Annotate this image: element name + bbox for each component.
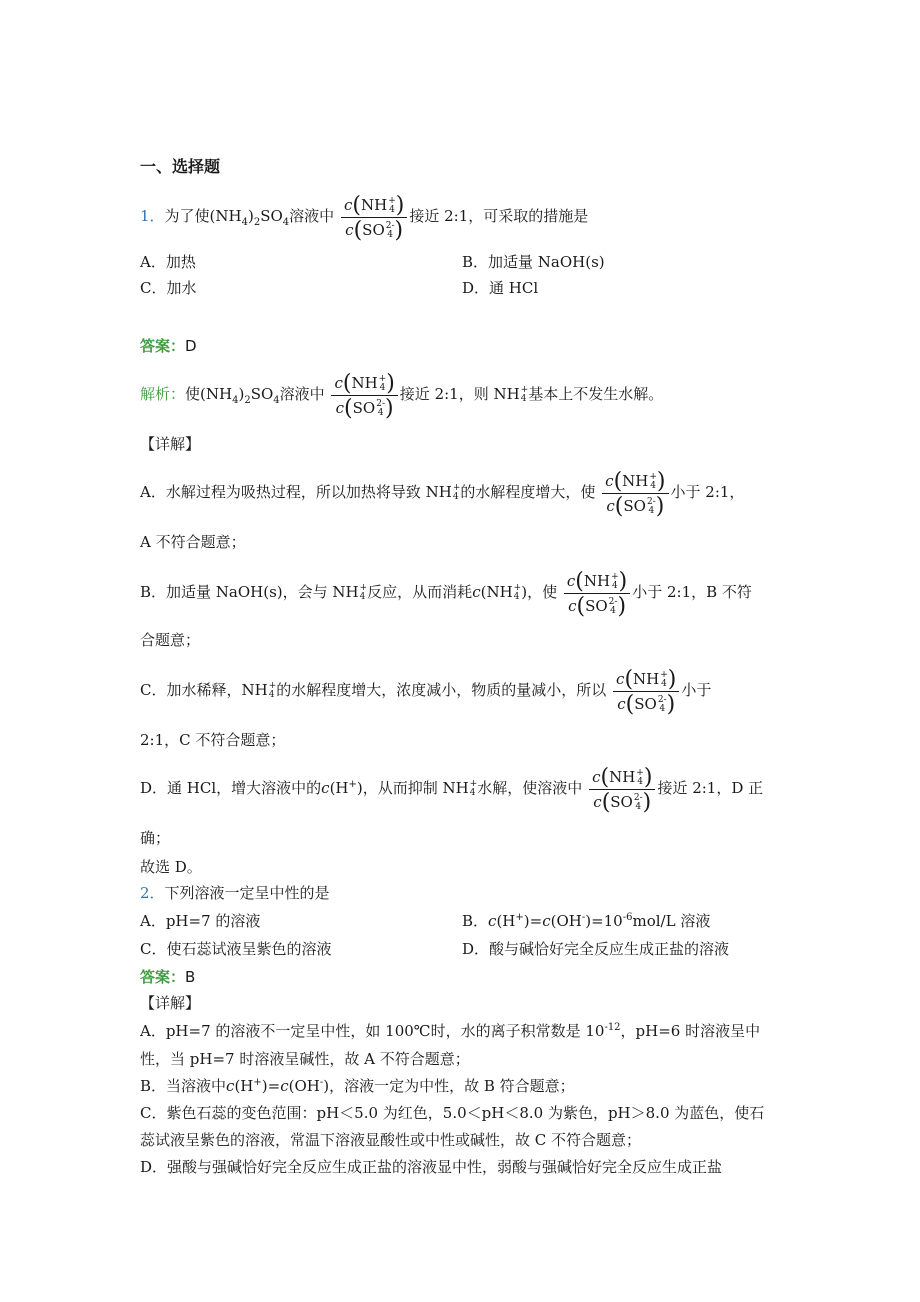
rparen: ): [642, 789, 652, 815]
detail-c-text-3: 小于: [681, 681, 712, 699]
detail-c-text-1: C．加水稀释，NH: [140, 681, 268, 699]
q1-number: 1．: [140, 207, 165, 225]
so: SO: [250, 385, 274, 403]
so-ion: SO: [634, 694, 657, 713]
q2-detail-b: [140, 1074, 575, 1098]
q2-detail-a-1: [140, 1019, 760, 1043]
ratio-fraction: [602, 470, 668, 517]
oh-ion: (OH: [550, 912, 582, 930]
q1-detail-b-2: 合题意；: [140, 631, 201, 649]
sub-four: 4: [469, 788, 476, 798]
charge: +: [520, 385, 529, 395]
q1-paren: ): [247, 207, 254, 225]
q2-option-a: A．pH=7 的溶液: [140, 912, 261, 930]
q1-stem: [140, 190, 588, 242]
lparen: (: [576, 593, 586, 619]
equals: )=: [523, 912, 543, 930]
lparen: (: [352, 192, 361, 218]
analysis-text-1: 使(NH: [185, 385, 233, 403]
detail-a-text-1: A．水解过程为吸热过程，所以加热将导致 NH: [140, 483, 452, 501]
charge: +: [348, 779, 357, 790]
detail-c-text-2: 的水解程度增大，浓度减小，物质的量减小，所以: [276, 681, 607, 699]
lparen: (: [344, 395, 353, 421]
analysis-mid: 溶液中: [279, 385, 325, 403]
sub-four: 4: [520, 394, 527, 404]
nh-ion: NH: [622, 471, 649, 490]
q2-option-d: D．酸与碱恰好完全反应生成正盐的溶液: [462, 940, 730, 958]
q1-detail-a: [140, 466, 744, 518]
rparen: ): [617, 593, 627, 619]
so-ion: SO: [362, 220, 385, 239]
rparen: ): [656, 468, 666, 494]
sub-four: 4: [612, 580, 618, 591]
c-var: c: [335, 398, 345, 417]
paren: ): [238, 385, 245, 403]
opt-b-pre: B．: [462, 912, 489, 930]
rparen: ): [655, 493, 665, 519]
sub-four: 4: [452, 492, 459, 502]
q2-detail-a-2: 性，当 pH=7 时溶液呈碱性，故 A 不符合题意；: [140, 1050, 470, 1068]
sub-four: 4: [268, 690, 275, 700]
q2-option-b: [462, 909, 710, 933]
ratio-fraction: [564, 570, 630, 617]
rparen: ): [385, 395, 394, 421]
section-title: 一、选择题: [140, 157, 221, 176]
charge: 2-: [608, 596, 618, 607]
detail-b-post: ，溶液一定为中性，故 B 符合题意；: [329, 1077, 575, 1095]
detail-d-text-1: D．通 HCl，增大溶液中的: [140, 779, 322, 797]
q1-detail-d: [140, 762, 763, 814]
lparen: (: [353, 217, 363, 243]
c-var: c: [280, 1077, 289, 1095]
q1-option-d: D．通 HCl: [462, 279, 539, 297]
lparen: (: [625, 691, 635, 717]
charge: 2-: [385, 220, 395, 231]
detail-d-text-2: ，从而抑制 NH: [362, 779, 469, 797]
detail-b-pre: B．当溶液中: [140, 1077, 227, 1095]
analysis-label: 解析：: [140, 385, 186, 403]
c-var: c: [616, 669, 625, 688]
q2-detail-label: 【详解】: [140, 994, 201, 1012]
charge: +: [636, 767, 644, 778]
charge: -: [319, 1077, 324, 1088]
lparen: (: [480, 583, 487, 601]
c-var: c: [542, 912, 551, 930]
sub-four: 4: [659, 703, 666, 714]
nh-ion: NH: [360, 195, 388, 214]
sub-four: 4: [389, 204, 395, 215]
q1-analysis: [140, 368, 663, 420]
ratio-fraction: [341, 194, 407, 241]
q2-number: 2．: [140, 884, 165, 902]
rparen: ): [394, 217, 404, 243]
detail-a-text-3: 小于 2:1，: [670, 483, 745, 501]
charge: 2-: [376, 398, 385, 409]
detail-a-post: ，pH=6 时溶液呈中: [620, 1022, 761, 1040]
sub-four: 4: [377, 407, 384, 418]
q1-stem-text-1: 为了使(NH: [164, 207, 242, 225]
exponent: -6: [622, 912, 633, 923]
detail-d-text-3: 水解，使溶液中: [477, 779, 583, 797]
sub-four: 4: [635, 801, 642, 812]
charge: +: [513, 583, 522, 593]
rparen: ): [323, 1077, 330, 1095]
sub-four: 4: [637, 776, 643, 787]
q1-detail-a-2: A 不符合题意；: [140, 533, 246, 551]
rparen: ): [521, 583, 528, 601]
h-ion: (H: [496, 912, 516, 930]
detail-b-text-2: 反应，从而消耗: [367, 583, 473, 601]
so-ion: SO: [352, 398, 376, 417]
q2-detail-d-1: D．强酸与强碱恰好完全反应生成正盐的溶液显中性，弱酸与强碱恰好完全反应生成正盐: [140, 1158, 723, 1176]
q2-detail-c-2: 蕊试液呈紫色的溶液，常温下溶液显酸性或中性或碱性，故 C 不符合题意；: [140, 1131, 642, 1149]
h-ion: (H: [329, 779, 349, 797]
c-var: c: [343, 195, 353, 214]
detail-d-text-4: 接近 2:1，D 正: [657, 779, 764, 797]
charge: +: [268, 681, 277, 691]
charge: +: [611, 571, 619, 582]
ratio-fraction: [589, 766, 655, 813]
q1-answer: [140, 334, 197, 358]
charge: +: [515, 912, 524, 923]
charge: +: [452, 483, 461, 493]
so-ion: SO: [610, 792, 633, 811]
q1-detail-label: 【详解】: [140, 435, 201, 453]
charge: 2-: [646, 496, 656, 507]
lparen: (: [613, 468, 623, 494]
sub-four: 4: [359, 592, 366, 602]
sub-four: 4: [273, 395, 280, 406]
nh-ion: NH: [609, 767, 636, 786]
oh-ion: (OH: [288, 1077, 320, 1095]
rparen: ): [386, 370, 395, 396]
q1-detail-c-2: 2:1，C 不符合题意；: [140, 731, 286, 749]
opt-b-rest: )=10: [585, 912, 623, 930]
answer-label: 答案：: [140, 337, 186, 355]
q1-sub: 4: [241, 217, 248, 228]
equals: )=: [261, 1077, 281, 1095]
lparen: (: [342, 370, 352, 396]
answer-label: 答案：: [140, 968, 186, 986]
answer-value: D: [185, 337, 197, 355]
sub-four: 4: [379, 382, 386, 393]
lparen: (: [614, 493, 624, 519]
sub-four: 4: [232, 395, 239, 406]
charge: +: [359, 583, 368, 593]
charge: +: [253, 1077, 262, 1088]
c-var: c: [605, 471, 614, 490]
detail-a-text-2: 的水解程度增大，使: [460, 483, 596, 501]
charge: +: [469, 779, 478, 789]
q1-option-b: B．加适量 NaOH(s): [462, 253, 605, 271]
charge: +: [388, 195, 396, 206]
rparen: ): [667, 666, 677, 692]
lparen: (: [575, 568, 584, 594]
sub-four: 4: [387, 229, 393, 240]
q2-stem: [140, 881, 330, 905]
nh-ion: NH: [351, 373, 378, 392]
lparen: (: [600, 764, 610, 790]
sub-four: 4: [610, 605, 616, 616]
c-var: c: [345, 220, 354, 239]
rparen: ): [666, 691, 676, 717]
c-var: c: [566, 571, 576, 590]
sub-four: 4: [661, 678, 667, 689]
c-var: c: [606, 496, 615, 515]
charge: 2-: [633, 792, 643, 803]
lparen: (: [624, 666, 634, 692]
answer-value: B: [185, 968, 196, 986]
c-var: c: [226, 1077, 235, 1095]
lparen: (: [601, 789, 611, 815]
nh-ion: NH: [486, 583, 513, 601]
detail-a-pre: A．pH=7 的溶液不一定呈中性，如 100℃时，水的离子积常数是 10: [140, 1022, 605, 1040]
charge: +: [660, 669, 668, 680]
h-ion: (H: [234, 1077, 254, 1095]
rparen: ): [356, 779, 363, 797]
so-ion: SO: [623, 496, 646, 515]
q1-detail-c: [140, 664, 711, 716]
q2-option-c: C．使石蕊试液呈紫色的溶液: [140, 940, 332, 958]
rparen: ): [395, 192, 405, 218]
q2-stem-text: 下列溶液一定呈中性的是: [164, 884, 330, 902]
analysis-end: 基本上不发生水解。: [528, 385, 664, 403]
q1-detail-b: [140, 566, 752, 618]
ratio-fraction: [331, 372, 397, 419]
opt-b-unit: mol/L 溶液: [632, 912, 711, 930]
c-var: c: [568, 596, 577, 615]
q1-stem-after: 接近 2:1，可采取的措施是: [409, 207, 589, 225]
c-var: c: [321, 779, 330, 797]
q1-sub2: 2: [253, 217, 261, 228]
so-ion: SO: [585, 596, 608, 615]
detail-b-text-3: ，使: [527, 583, 558, 601]
detail-b-text-4: 小于 2:1，B 不符: [632, 583, 752, 601]
nh-ion: NH: [583, 571, 611, 590]
q1-stem-mid: 溶液中: [289, 207, 335, 225]
charge: 2-: [657, 694, 667, 705]
c-var: c: [592, 767, 601, 786]
sub-four: 4: [650, 480, 657, 491]
detail-b-text-1: B．加适量 NaOH(s)，会与 NH: [140, 583, 359, 601]
nh-ion: NH: [633, 669, 660, 688]
q2-detail-c-1: C．紫色石蕊的变色范围：pH＜5.0 为红色，5.0＜pH＜8.0 为紫色，pH＞8.0 为蓝色，使石: [140, 1104, 765, 1122]
c-var: c: [617, 694, 626, 713]
q2-answer: [140, 965, 195, 989]
ratio-fraction: [613, 668, 679, 715]
c-var: c: [334, 373, 343, 392]
q1-conclusion: 故选 D。: [140, 858, 202, 876]
q1-option-c: C．加水: [140, 279, 197, 297]
sub-four: 4: [648, 505, 655, 516]
charge: +: [378, 373, 387, 384]
rparen: ): [618, 568, 628, 594]
rparen: ): [643, 764, 653, 790]
sub-two: 2: [244, 395, 251, 406]
q1-sub4b: 4: [282, 217, 290, 228]
exponent: -12: [604, 1022, 621, 1033]
analysis-after: 接近 2:1，则 NH: [399, 385, 520, 403]
q1-so: SO: [260, 207, 283, 225]
q1-option-a: A．加热: [140, 253, 196, 271]
c-var: c: [472, 583, 481, 601]
charge: +: [649, 471, 657, 482]
c-var: c: [593, 792, 602, 811]
c-var: c: [488, 912, 497, 930]
sub-four: 4: [513, 592, 520, 602]
charge: -: [581, 912, 586, 923]
q1-detail-d-2: 确；: [140, 829, 171, 847]
